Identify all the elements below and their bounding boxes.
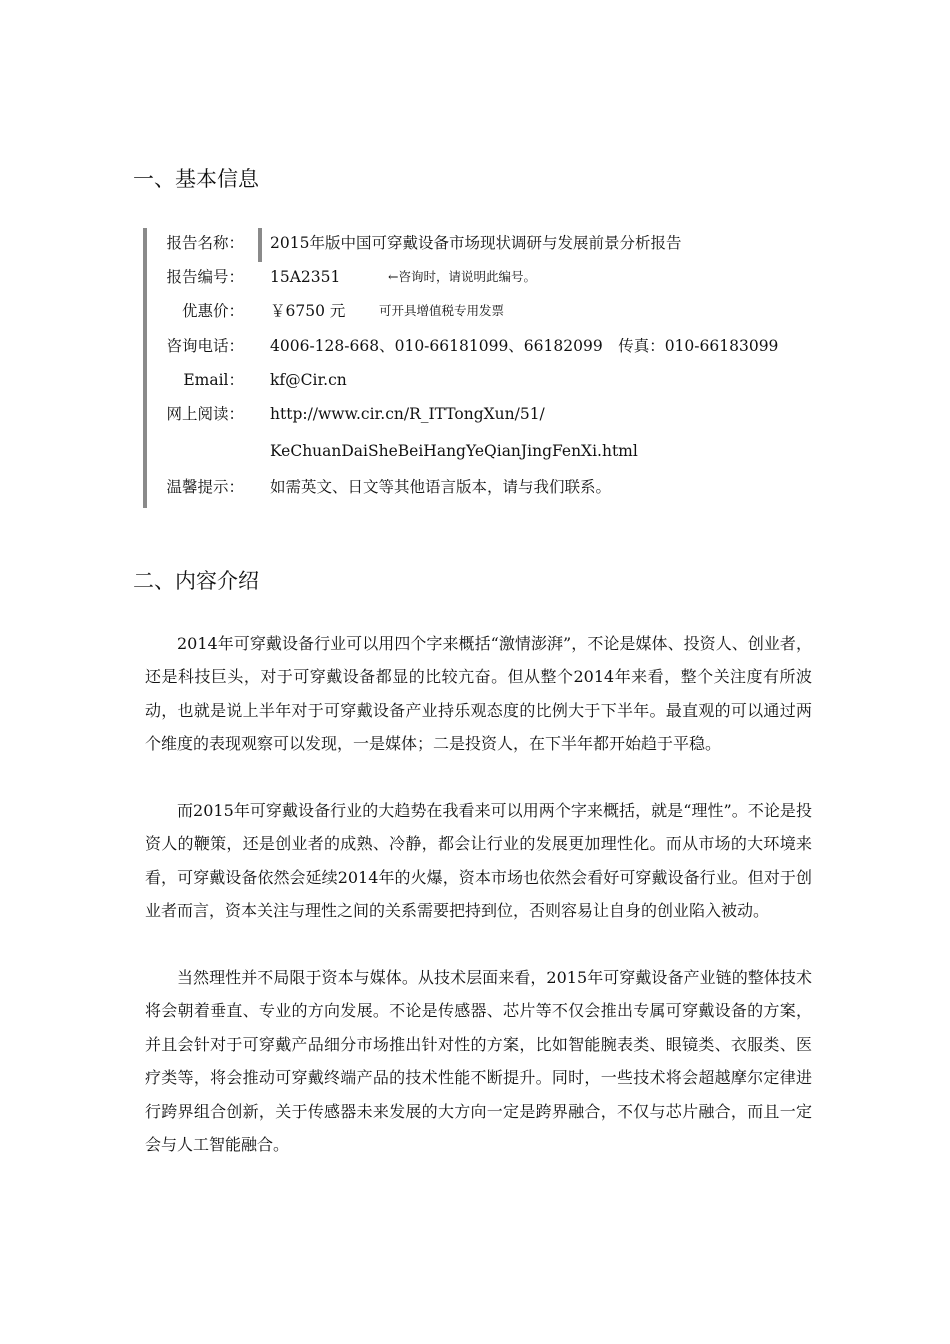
phone-label: 咨询电话： (166, 337, 244, 355)
price-note: 可开具增值税专用发票 (379, 303, 505, 318)
intro-paragraph-2: 而2015年可穿戴设备行业的大趋势在我看来可以用两个字来概括，就是“理性”。不论是投资人的鞭策，还是创业者的成熟、冷静，都会让行业的发展更加理性化。而从市场的大环境来看，可穿戴设备依然会延续2014年的火爆，资本市场也依然会看好可穿戴设备行业。但对于创业者而言，资本关注与理性之间的关系需要把持到位，否则容易让自身的创业陷入被动。 (145, 801, 812, 921)
phone-value: 4006-128-668、010-66181099、66182099 传真：010-66183099 (270, 337, 779, 355)
url-label: 网上阅读： (166, 405, 244, 423)
basic-info-block (143, 228, 823, 508)
section-title-content-intro: 二、内容介绍 (133, 569, 259, 593)
price-label: 优惠价： (181, 302, 244, 320)
section-title-basic-info: 一、基本信息 (133, 167, 259, 191)
price-value: ￥6750 元 (270, 302, 346, 320)
report-no-label: 报告编号： (166, 268, 244, 286)
report-no-note: ←咨询时，请说明此编号。 (388, 269, 536, 284)
url-link-line1[interactable]: http://www.cir.cn/R_ITTongXun/51/ (270, 405, 545, 423)
report-name-label: 报告名称： (166, 234, 244, 252)
report-name-value: 2015年版中国可穿戴设备市场现状调研与发展前景分析报告 (270, 234, 682, 252)
report-name-marker-bar (258, 228, 262, 262)
report-no-value: 15A2351 (270, 268, 341, 286)
tip-label: 温馨提示： (166, 478, 244, 496)
url-link-line2[interactable]: KeChuanDaiSheBeiHangYeQianJingFenXi.html (270, 442, 638, 460)
info-block-left-bar (143, 228, 147, 508)
intro-paragraph-3: 当然理性并不局限于资本与媒体。从技术层面来看，2015年可穿戴设备产业链的整体技术将会朝着垂直、专业的方向发展。不论是传感器、芯片等不仅会推出专属可穿戴设备的方案，并且会针对于可穿戴产品细分市场推出针对性的方案，比如智能腕表类、眼镜类、衣服类、医疗类等，将会推动可穿戴终端产品的技术性能不断提升。同时，一些技术将会超越摩尔定律进行跨界组合创新，关于传感器未来发展的大方向一定是跨界融合，不仅与芯片融合，而且一定会与人工智能融合。 (145, 968, 812, 1155)
email-label: Email： (183, 371, 244, 389)
tip-value: 如需英文、日文等其他语言版本，请与我们联系。 (270, 478, 612, 496)
email-link[interactable]: kf@Cir.cn (270, 371, 347, 389)
intro-paragraph-1: 2014年可穿戴设备行业可以用四个字来概括“激情澎湃”，不论是媒体、投资人、创业者，还是科技巨头，对于可穿戴设备都显的比较亢奋。但从整个2014年来看，整个关注度有所波动，也就是说上半年对于可穿戴设备产业持乐观态度的比例大于下半年。最直观的可以通过两个维度的表现观察可以发现，一是媒体；二是投资人，在下半年都开始趋于平稳。 (145, 634, 812, 754)
